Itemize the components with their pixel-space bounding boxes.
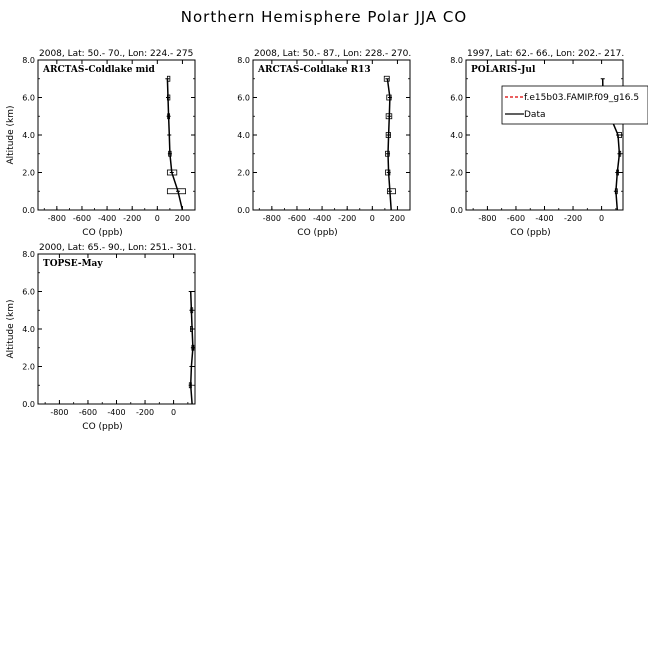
x-tick-label: -400 — [535, 214, 554, 223]
x-axis-label: CO (ppb) — [297, 228, 338, 238]
x-tick-label: -600 — [78, 408, 98, 417]
x-tick-label: 0 — [154, 214, 160, 223]
x-axis-label: CO (ppb) — [82, 228, 123, 238]
figure-title: Northern Hemisphere Polar JJA CO — [180, 8, 468, 26]
legend-entry-label: f.e15b03.FAMIP.f09_g16.5 — [524, 93, 640, 103]
y-axis-label: Altitude (km) — [6, 299, 16, 359]
y-tick-label: 4.0 — [450, 131, 463, 140]
y-tick-label: 6.0 — [22, 287, 35, 297]
panel-label: TOPSE-May — [43, 259, 103, 269]
plot-frame — [466, 60, 623, 210]
panel-subtitle: 2008, Lat: 50.- 87., Lon: 228.- 270. — [254, 49, 412, 59]
panel-1 — [6, 49, 195, 238]
x-tick-label: -200 — [123, 214, 142, 223]
y-tick-label: 0.0 — [22, 206, 35, 215]
x-tick-label: -800 — [47, 214, 66, 223]
x-tick-label: 0 — [369, 214, 375, 223]
panel-label: ARCTAS-Coldlake R13 — [258, 65, 371, 75]
x-tick-label: -600 — [287, 214, 307, 223]
y-tick-label: 4.0 — [22, 325, 35, 334]
y-tick-label: 0.0 — [237, 206, 250, 215]
x-tick-label: 0 — [599, 214, 605, 223]
x-tick-label: -400 — [98, 214, 117, 223]
panel-subtitle: 2000, Lat: 65.- 90., Lon: 251.- 301. — [39, 243, 197, 253]
x-tick-label: -200 — [135, 408, 155, 417]
x-axis-label: CO (ppb) — [82, 422, 123, 432]
x-tick-label: 0 — [171, 408, 177, 417]
y-tick-label: 0.0 — [22, 400, 35, 409]
y-tick-label: 2.0 — [237, 168, 250, 178]
y-tick-label: 8.0 — [237, 56, 250, 65]
y-tick-label: 4.0 — [237, 131, 250, 140]
y-tick-label: 2.0 — [450, 168, 463, 178]
series-line — [387, 79, 391, 210]
x-tick-label: 200 — [389, 214, 406, 223]
x-tick-label: -800 — [50, 408, 69, 417]
panel-2 — [237, 49, 411, 238]
legend-entry-label: Data — [524, 110, 546, 120]
y-tick-label: 6.0 — [22, 93, 35, 103]
panel-4 — [6, 243, 196, 432]
panel-label: POLARIS-Jul — [471, 65, 536, 75]
x-tick-label: -800 — [478, 214, 497, 223]
y-axis-label: Altitude (km) — [6, 105, 16, 165]
y-tick-label: 6.0 — [237, 93, 250, 103]
plot-frame — [38, 60, 195, 210]
y-tick-label: 8.0 — [22, 250, 35, 259]
y-tick-label: 8.0 — [22, 56, 35, 65]
x-axis-label: CO (ppb) — [510, 228, 551, 238]
x-tick-label: -400 — [313, 214, 332, 223]
x-tick-label: -800 — [262, 214, 281, 223]
x-tick-label: -200 — [563, 214, 583, 223]
x-tick-label: -200 — [338, 214, 357, 223]
y-tick-label: 2.0 — [22, 168, 35, 178]
y-tick-label: 8.0 — [450, 56, 463, 65]
y-tick-label: 0.0 — [450, 206, 463, 215]
panel-subtitle: 2008, Lat: 50.- 70., Lon: 224.- 275 — [39, 49, 194, 59]
y-tick-label: 2.0 — [22, 362, 35, 372]
y-tick-label: 4.0 — [22, 131, 35, 140]
y-tick-label: 6.0 — [450, 93, 463, 103]
x-tick-label: 200 — [174, 214, 191, 223]
plot-frame — [38, 254, 195, 404]
x-tick-label: -400 — [107, 408, 126, 417]
x-tick-label: -600 — [72, 214, 92, 223]
panel-3 — [450, 49, 648, 238]
panel-subtitle: 1997, Lat: 62.- 66., Lon: 202.- 217. — [467, 49, 625, 59]
panel-label: ARCTAS-Coldlake mid — [43, 65, 155, 75]
legend — [502, 86, 648, 124]
x-tick-label: -600 — [506, 214, 526, 223]
